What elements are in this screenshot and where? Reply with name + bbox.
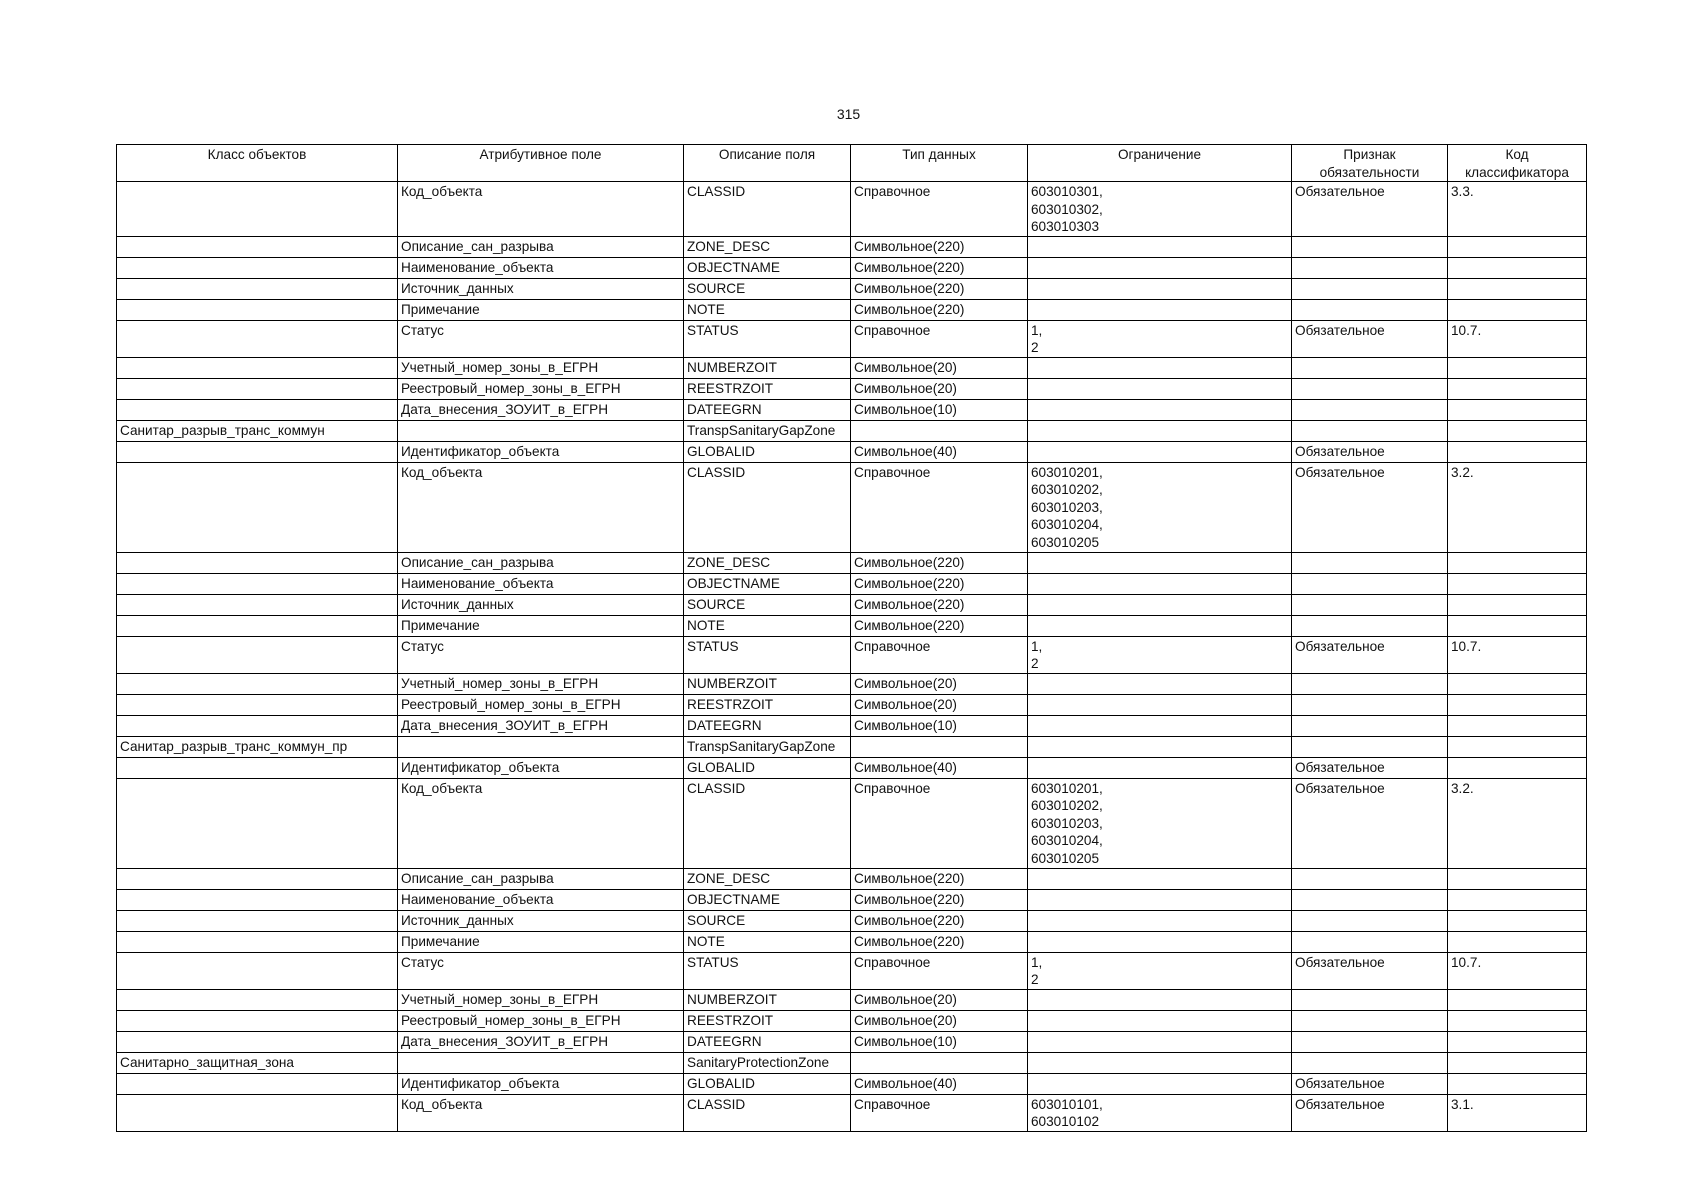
field-description-cell: OBJECTNAME [684, 257, 851, 278]
data-type-cell: Символьное(20) [851, 378, 1028, 399]
header-field-description: Описание поля [684, 145, 851, 182]
mandatory-flag-cell [1292, 573, 1448, 594]
classifier-code-cell [1448, 378, 1587, 399]
header-data-type: Тип данных [851, 145, 1028, 182]
mandatory-flag-cell [1292, 299, 1448, 320]
attribute-field-cell: Идентификатор_объекта [398, 757, 684, 778]
data-type-cell: Символьное(20) [851, 1010, 1028, 1031]
classifier-code-cell [1448, 594, 1587, 615]
field-description-cell: NOTE [684, 615, 851, 636]
field-description-cell: ZONE_DESC [684, 552, 851, 573]
object-class-cell: Санитар_разрыв_транс_коммун [117, 420, 398, 441]
field-description-cell: CLASSID [684, 182, 851, 237]
classifier-code-cell [1448, 299, 1587, 320]
field-description-cell: DATEEGRN [684, 715, 851, 736]
restriction-cell [1028, 594, 1292, 615]
attribute-field-cell: Дата_внесения_ЗОУИТ_в_ЕГРН [398, 715, 684, 736]
data-type-cell: Символьное(220) [851, 552, 1028, 573]
classifier-code-cell [1448, 989, 1587, 1010]
restriction-cell [1028, 573, 1292, 594]
classifier-code-cell [1448, 1010, 1587, 1031]
classifier-code-cell: 10.7. [1448, 636, 1587, 673]
restriction-cell: 603010301, 603010302, 603010303 [1028, 182, 1292, 237]
table-row [117, 378, 1587, 399]
mandatory-flag-cell: Обязательное [1292, 1094, 1448, 1131]
attribute-field-cell: Реестровый_номер_зоны_в_ЕГРН [398, 1010, 684, 1031]
attribute-field-cell: Примечание [398, 931, 684, 952]
object-class-cell [117, 989, 398, 1010]
attribute-field-cell: Код_объекта [398, 1094, 684, 1131]
classifier-code-cell [1448, 257, 1587, 278]
data-type-cell: Символьное(40) [851, 441, 1028, 462]
object-class-cell: Санитарно_защитная_зона [117, 1052, 398, 1073]
table-row [117, 757, 1587, 778]
restriction-cell: 603010201, 603010202, 603010203, 603010204, 603010205 [1028, 462, 1292, 552]
object-class-cell [117, 778, 398, 868]
field-description-cell: CLASSID [684, 778, 851, 868]
field-description-cell: TranspSanitaryGapZone [684, 420, 851, 441]
data-type-cell: Справочное [851, 462, 1028, 552]
object-class-cell [117, 299, 398, 320]
data-type-cell: Символьное(10) [851, 715, 1028, 736]
table-row [117, 257, 1587, 278]
object-class-cell [117, 378, 398, 399]
object-class-cell [117, 552, 398, 573]
restriction-cell [1028, 378, 1292, 399]
field-description-cell: CLASSID [684, 1094, 851, 1131]
mandatory-flag-cell [1292, 673, 1448, 694]
mandatory-flag-cell [1292, 931, 1448, 952]
attribute-field-cell: Дата_внесения_ЗОУИТ_в_ЕГРН [398, 399, 684, 420]
table-row [117, 552, 1587, 573]
restriction-cell [1028, 889, 1292, 910]
mandatory-flag-cell: Обязательное [1292, 778, 1448, 868]
object-class-cell [117, 615, 398, 636]
object-class-cell [117, 320, 398, 357]
data-type-cell: Символьное(220) [851, 868, 1028, 889]
data-type-cell: Символьное(220) [851, 299, 1028, 320]
header-object-class: Класс объектов [117, 145, 398, 182]
mandatory-flag-cell [1292, 1031, 1448, 1052]
table-row [117, 594, 1587, 615]
restriction-cell [1028, 931, 1292, 952]
classifier-code-cell [1448, 931, 1587, 952]
restriction-cell [1028, 420, 1292, 441]
object-class-cell [117, 257, 398, 278]
restriction-cell [1028, 615, 1292, 636]
field-description-cell: NOTE [684, 931, 851, 952]
restriction-cell [1028, 1031, 1292, 1052]
field-description-cell: REESTRZOIT [684, 378, 851, 399]
attribute-field-cell: Код_объекта [398, 462, 684, 552]
header-mandatory-flag: Признак обязательности [1292, 145, 1448, 182]
attribute-field-cell: Код_объекта [398, 778, 684, 868]
restriction-cell [1028, 673, 1292, 694]
attribute-field-cell: Наименование_объекта [398, 573, 684, 594]
table-row [117, 320, 1587, 357]
restriction-cell: 603010101, 603010102 [1028, 1094, 1292, 1131]
restriction-cell [1028, 1052, 1292, 1073]
field-description-cell: NUMBERZOIT [684, 357, 851, 378]
classifier-code-cell [1448, 278, 1587, 299]
data-type-cell: Символьное(20) [851, 673, 1028, 694]
restriction-cell [1028, 236, 1292, 257]
table-row [117, 636, 1587, 673]
header-restriction: Ограничение [1028, 145, 1292, 182]
classifier-code-cell [1448, 441, 1587, 462]
classifier-code-cell: 3.2. [1448, 778, 1587, 868]
classifier-code-cell [1448, 889, 1587, 910]
table-row [117, 931, 1587, 952]
data-type-cell: Символьное(20) [851, 357, 1028, 378]
classifier-code-cell [1448, 868, 1587, 889]
attribute-field-cell: Статус [398, 952, 684, 989]
attribute-field-cell: Учетный_номер_зоны_в_ЕГРН [398, 673, 684, 694]
object-class-cell [117, 236, 398, 257]
table-row [117, 952, 1587, 989]
field-description-cell: OBJECTNAME [684, 889, 851, 910]
data-type-cell: Символьное(220) [851, 236, 1028, 257]
mandatory-flag-cell [1292, 278, 1448, 299]
field-description-cell: DATEEGRN [684, 399, 851, 420]
table-row [117, 420, 1587, 441]
data-type-cell: Символьное(20) [851, 694, 1028, 715]
data-type-cell: Символьное(220) [851, 910, 1028, 931]
mandatory-flag-cell [1292, 357, 1448, 378]
mandatory-flag-cell: Обязательное [1292, 462, 1448, 552]
field-description-cell: GLOBALID [684, 1073, 851, 1094]
object-class-cell [117, 278, 398, 299]
object-class-cell [117, 757, 398, 778]
restriction-cell [1028, 694, 1292, 715]
attribute-field-cell: Реестровый_номер_зоны_в_ЕГРН [398, 378, 684, 399]
mandatory-flag-cell: Обязательное [1292, 636, 1448, 673]
table-row [117, 236, 1587, 257]
object-class-cell [117, 1073, 398, 1094]
attribute-field-cell: Дата_внесения_ЗОУИТ_в_ЕГРН [398, 1031, 684, 1052]
restriction-cell: 1, 2 [1028, 952, 1292, 989]
data-type-cell: Справочное [851, 320, 1028, 357]
table-row [117, 736, 1587, 757]
mandatory-flag-cell: Обязательное [1292, 441, 1448, 462]
table-row [117, 673, 1587, 694]
mandatory-flag-cell: Обязательное [1292, 182, 1448, 237]
mandatory-flag-cell [1292, 257, 1448, 278]
classifier-code-cell [1448, 357, 1587, 378]
field-description-cell: NUMBERZOIT [684, 673, 851, 694]
mandatory-flag-cell [1292, 552, 1448, 573]
classifier-code-cell [1448, 757, 1587, 778]
attribute-field-cell: Идентификатор_объекта [398, 1073, 684, 1094]
restriction-cell [1028, 278, 1292, 299]
data-type-cell: Символьное(220) [851, 931, 1028, 952]
table-row [117, 1031, 1587, 1052]
field-description-cell: CLASSID [684, 462, 851, 552]
field-description-cell: NOTE [684, 299, 851, 320]
table-row [117, 715, 1587, 736]
object-class-cell [117, 952, 398, 989]
restriction-cell [1028, 257, 1292, 278]
attribute-field-cell: Описание_сан_разрыва [398, 552, 684, 573]
object-class-cell [117, 931, 398, 952]
classifier-code-cell [1448, 399, 1587, 420]
attribute-field-cell: Учетный_номер_зоны_в_ЕГРН [398, 989, 684, 1010]
table-row [117, 1052, 1587, 1073]
mandatory-flag-cell [1292, 378, 1448, 399]
table-row [117, 357, 1587, 378]
object-class-cell [117, 594, 398, 615]
object-class-cell [117, 357, 398, 378]
field-description-cell: SOURCE [684, 278, 851, 299]
mandatory-flag-cell [1292, 715, 1448, 736]
attribute-field-cell [398, 420, 684, 441]
data-type-cell: Символьное(220) [851, 889, 1028, 910]
classifier-code-cell [1448, 910, 1587, 931]
attribute-field-cell: Идентификатор_объекта [398, 441, 684, 462]
object-class-cell [117, 462, 398, 552]
classifier-code-cell [1448, 694, 1587, 715]
table-row [117, 989, 1587, 1010]
restriction-cell [1028, 299, 1292, 320]
restriction-cell: 603010201, 603010202, 603010203, 603010204, 603010205 [1028, 778, 1292, 868]
mandatory-flag-cell: Обязательное [1292, 320, 1448, 357]
data-type-cell: Символьное(10) [851, 1031, 1028, 1052]
data-type-cell: Справочное [851, 778, 1028, 868]
attribute-field-cell: Описание_сан_разрыва [398, 868, 684, 889]
classifier-code-cell [1448, 1052, 1587, 1073]
attribute-field-cell: Примечание [398, 615, 684, 636]
mandatory-flag-cell [1292, 420, 1448, 441]
object-class-cell [117, 673, 398, 694]
restriction-cell [1028, 715, 1292, 736]
classifier-code-cell [1448, 1031, 1587, 1052]
classifier-code-cell [1448, 573, 1587, 594]
object-class-cell: Санитар_разрыв_транс_коммун_пр [117, 736, 398, 757]
classifier-code-cell [1448, 615, 1587, 636]
attribute-field-cell: Источник_данных [398, 910, 684, 931]
mandatory-flag-cell: Обязательное [1292, 757, 1448, 778]
classifier-code-cell: 3.3. [1448, 182, 1587, 237]
mandatory-flag-cell [1292, 694, 1448, 715]
table-body [117, 182, 1587, 1132]
object-class-cell [117, 1094, 398, 1131]
attribute-field-cell: Статус [398, 636, 684, 673]
classifier-code-cell [1448, 552, 1587, 573]
data-type-cell: Символьное(220) [851, 615, 1028, 636]
table-row [117, 462, 1587, 552]
attribute-field-cell [398, 1052, 684, 1073]
mandatory-flag-cell [1292, 889, 1448, 910]
attribute-field-cell: Источник_данных [398, 594, 684, 615]
data-type-cell: Символьное(40) [851, 757, 1028, 778]
data-type-cell: Символьное(20) [851, 989, 1028, 1010]
mandatory-flag-cell [1292, 399, 1448, 420]
table-row [117, 1010, 1587, 1031]
object-class-cell [117, 694, 398, 715]
restriction-cell [1028, 441, 1292, 462]
object-class-cell [117, 399, 398, 420]
table-row [117, 441, 1587, 462]
field-description-cell: SOURCE [684, 910, 851, 931]
data-type-cell: Символьное(10) [851, 399, 1028, 420]
field-description-cell: DATEEGRN [684, 1031, 851, 1052]
data-type-cell: Символьное(220) [851, 594, 1028, 615]
data-type-cell: Справочное [851, 636, 1028, 673]
mandatory-flag-cell [1292, 736, 1448, 757]
data-type-cell: Справочное [851, 1094, 1028, 1131]
field-description-cell: GLOBALID [684, 757, 851, 778]
field-description-cell: ZONE_DESC [684, 868, 851, 889]
classifier-code-cell [1448, 715, 1587, 736]
field-description-cell: REESTRZOIT [684, 694, 851, 715]
table-row [117, 1094, 1587, 1131]
table-row [117, 910, 1587, 931]
field-description-cell: REESTRZOIT [684, 1010, 851, 1031]
object-class-cell [117, 573, 398, 594]
table-row [117, 573, 1587, 594]
restriction-cell [1028, 357, 1292, 378]
classifier-code-cell: 10.7. [1448, 952, 1587, 989]
object-class-cell [117, 889, 398, 910]
data-type-cell: Символьное(220) [851, 573, 1028, 594]
mandatory-flag-cell [1292, 615, 1448, 636]
table-row [117, 778, 1587, 868]
attribute-table [116, 144, 1587, 1132]
restriction-cell [1028, 757, 1292, 778]
restriction-cell [1028, 1073, 1292, 1094]
table-row [117, 299, 1587, 320]
data-type-cell: Символьное(40) [851, 1073, 1028, 1094]
attribute-field-cell: Источник_данных [398, 278, 684, 299]
mandatory-flag-cell [1292, 989, 1448, 1010]
attribute-field-cell: Описание_сан_разрыва [398, 236, 684, 257]
data-type-cell: Справочное [851, 952, 1028, 989]
field-description-cell: GLOBALID [684, 441, 851, 462]
table-row [117, 694, 1587, 715]
attribute-field-cell [398, 736, 684, 757]
mandatory-flag-cell: Обязательное [1292, 1073, 1448, 1094]
restriction-cell [1028, 1010, 1292, 1031]
header-attribute-field: Атрибутивное поле [398, 145, 684, 182]
mandatory-flag-cell [1292, 594, 1448, 615]
restriction-cell [1028, 552, 1292, 573]
attribute-field-cell: Реестровый_номер_зоны_в_ЕГРН [398, 694, 684, 715]
restriction-cell [1028, 989, 1292, 1010]
table-row [117, 1073, 1587, 1094]
mandatory-flag-cell: Обязательное [1292, 952, 1448, 989]
object-class-cell [117, 441, 398, 462]
attribute-field-cell: Учетный_номер_зоны_в_ЕГРН [398, 357, 684, 378]
classifier-code-cell [1448, 420, 1587, 441]
field-description-cell: STATUS [684, 320, 851, 357]
classifier-code-cell [1448, 673, 1587, 694]
object-class-cell [117, 1010, 398, 1031]
field-description-cell: STATUS [684, 952, 851, 989]
classifier-code-cell [1448, 736, 1587, 757]
field-description-cell: SanitaryProtectionZone [684, 1052, 851, 1073]
object-class-cell [117, 910, 398, 931]
table-row [117, 889, 1587, 910]
table-row [117, 615, 1587, 636]
classifier-code-cell [1448, 1073, 1587, 1094]
object-class-cell [117, 868, 398, 889]
field-description-cell: TranspSanitaryGapZone [684, 736, 851, 757]
restriction-cell [1028, 736, 1292, 757]
attribute-field-cell: Наименование_объекта [398, 889, 684, 910]
classifier-code-cell [1448, 236, 1587, 257]
classifier-code-cell: 3.1. [1448, 1094, 1587, 1131]
data-type-cell: Символьное(220) [851, 278, 1028, 299]
restriction-cell: 1, 2 [1028, 320, 1292, 357]
data-type-cell: Символьное(220) [851, 257, 1028, 278]
mandatory-flag-cell [1292, 868, 1448, 889]
restriction-cell: 1, 2 [1028, 636, 1292, 673]
field-description-cell: NUMBERZOIT [684, 989, 851, 1010]
field-description-cell: STATUS [684, 636, 851, 673]
data-type-cell [851, 420, 1028, 441]
page-number: 315 [836, 106, 861, 122]
header-classifier-code: Код классификатора [1448, 145, 1587, 182]
data-type-cell: Справочное [851, 182, 1028, 237]
restriction-cell [1028, 868, 1292, 889]
restriction-cell [1028, 910, 1292, 931]
data-type-cell [851, 1052, 1028, 1073]
attribute-field-cell: Наименование_объекта [398, 257, 684, 278]
attribute-field-cell: Статус [398, 320, 684, 357]
mandatory-flag-cell [1292, 236, 1448, 257]
table-row [117, 868, 1587, 889]
field-description-cell: OBJECTNAME [684, 573, 851, 594]
mandatory-flag-cell [1292, 1010, 1448, 1031]
object-class-cell [117, 715, 398, 736]
field-description-cell: ZONE_DESC [684, 236, 851, 257]
attribute-field-cell: Код_объекта [398, 182, 684, 237]
object-class-cell [117, 1031, 398, 1052]
classifier-code-cell: 10.7. [1448, 320, 1587, 357]
restriction-cell [1028, 399, 1292, 420]
table-row [117, 399, 1587, 420]
table-row [117, 278, 1587, 299]
classifier-code-cell: 3.2. [1448, 462, 1587, 552]
mandatory-flag-cell [1292, 1052, 1448, 1073]
attribute-field-cell: Примечание [398, 299, 684, 320]
data-type-cell [851, 736, 1028, 757]
object-class-cell [117, 182, 398, 237]
mandatory-flag-cell [1292, 910, 1448, 931]
field-description-cell: SOURCE [684, 594, 851, 615]
object-class-cell [117, 636, 398, 673]
table-header-row [117, 145, 1587, 182]
table-row [117, 182, 1587, 237]
